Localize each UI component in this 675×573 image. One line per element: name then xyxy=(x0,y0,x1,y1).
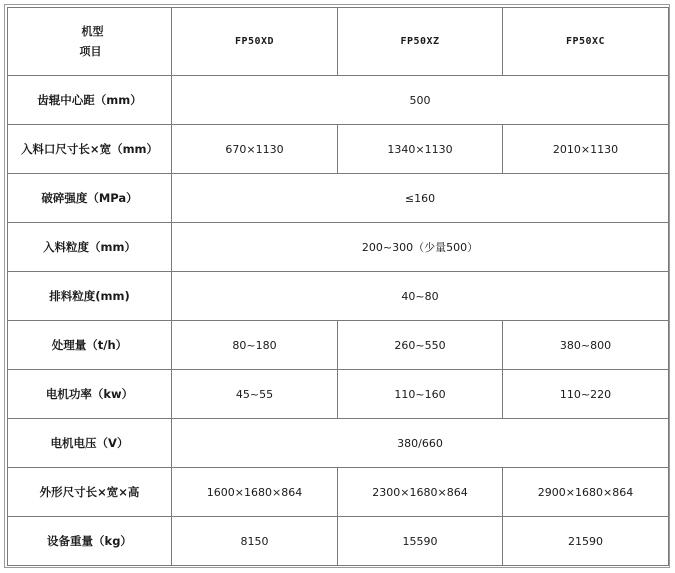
row-label: 入料粒度（mm） xyxy=(8,223,172,272)
table-cell: 110~160 xyxy=(338,370,503,419)
corner-item-label: 项目 xyxy=(79,44,102,58)
table-row xyxy=(8,272,669,321)
merged-value: ≤160 xyxy=(172,174,669,223)
row-label: 电机功率（kw） xyxy=(8,370,172,419)
row-label: 入料口尺寸长×宽（mm） xyxy=(8,125,172,174)
model-header-fp50xc: FP50XC xyxy=(503,8,669,76)
table-cell: 1340×1130 xyxy=(338,125,503,174)
model-header-fp50xd: FP50XD xyxy=(172,8,338,76)
table-row xyxy=(8,321,669,370)
table-cell: 80~180 xyxy=(172,321,338,370)
header-row xyxy=(8,8,669,76)
row-label: 破碎强度（MPa） xyxy=(8,174,172,223)
table-cell: 2900×1680×864 xyxy=(503,468,669,517)
table-row xyxy=(8,125,669,174)
row-label: 设备重量（kg） xyxy=(8,517,172,566)
table-cell: 15590 xyxy=(338,517,503,566)
merged-value: 40~80 xyxy=(172,272,669,321)
spec-table xyxy=(7,7,669,566)
table-row xyxy=(8,223,669,272)
corner-header-cell xyxy=(8,8,172,76)
table-cell: 45~55 xyxy=(172,370,338,419)
row-label: 外形尺寸长×宽×高 xyxy=(8,468,172,517)
table-cell: 1600×1680×864 xyxy=(172,468,338,517)
table-cell: 2300×1680×864 xyxy=(338,468,503,517)
spec-table-body xyxy=(8,8,669,566)
table-row xyxy=(8,370,669,419)
table-cell: 21590 xyxy=(503,517,669,566)
table-cell: 260~550 xyxy=(338,321,503,370)
table-row xyxy=(8,468,669,517)
merged-value: 500 xyxy=(172,76,669,125)
row-label: 处理量（t/h） xyxy=(8,321,172,370)
table-row xyxy=(8,419,669,468)
table-row xyxy=(8,517,669,566)
corner-model-label: 机型 xyxy=(81,24,104,38)
table-cell: 670×1130 xyxy=(172,125,338,174)
table-cell: 8150 xyxy=(172,517,338,566)
row-label: 排料粒度(mm) xyxy=(8,272,172,321)
merged-value: 200~300（少量500） xyxy=(172,223,669,272)
merged-value: 380/660 xyxy=(172,419,669,468)
table-row xyxy=(8,76,669,125)
row-label: 齿辊中心距（mm） xyxy=(8,76,172,125)
table-cell: 110~220 xyxy=(503,370,669,419)
row-label: 电机电压（V） xyxy=(8,419,172,468)
table-cell: 380~800 xyxy=(503,321,669,370)
model-header-fp50xz: FP50XZ xyxy=(338,8,503,76)
table-row xyxy=(8,174,669,223)
table-cell: 2010×1130 xyxy=(503,125,669,174)
